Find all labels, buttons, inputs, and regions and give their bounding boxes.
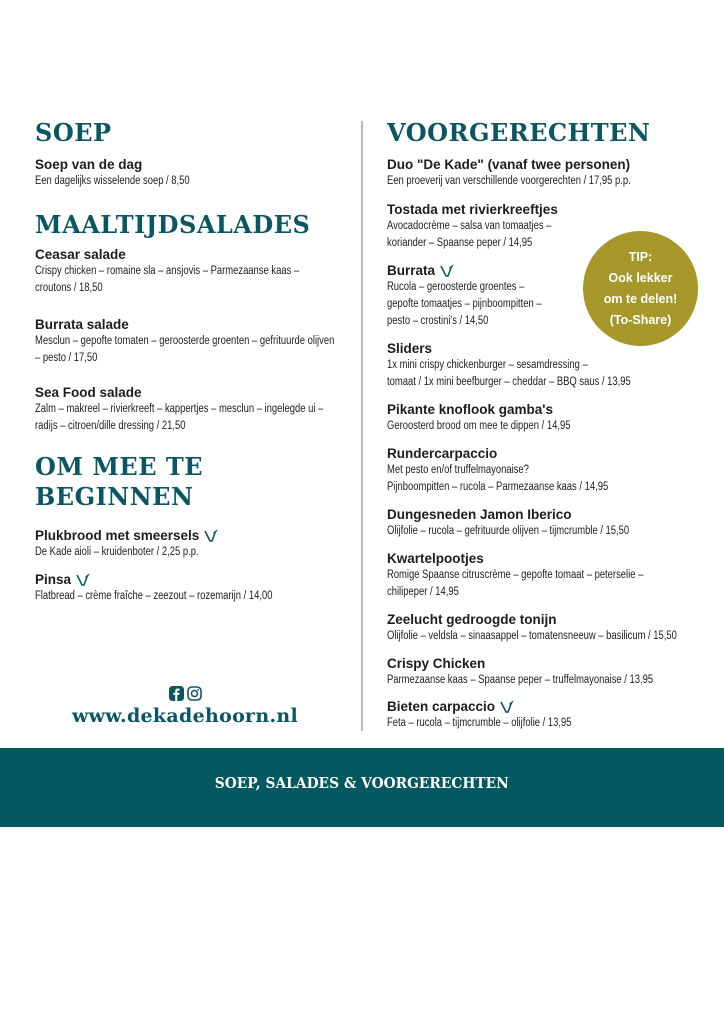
- tip-badge: [583, 231, 698, 346]
- section-title-om-mee-te-beginnen: [35, 452, 203, 512]
- section-title-soep: SOEP: [35, 118, 112, 147]
- menu-item-soep-van-de-dag: [35, 156, 335, 190]
- item-name: Sliders: [387, 341, 433, 356]
- item-name: Duo "De Kade" (vanaf twee personen): [387, 157, 631, 172]
- item-name: Zeelucht gedroogde tonijn: [387, 612, 557, 627]
- vegan-leaf-icon: [440, 264, 454, 277]
- item-description-line: Geroosterd brood om mee te dippen / 14,95: [387, 420, 571, 432]
- menu-item-sea-food-salade: [35, 384, 335, 435]
- tip-text-line: (To-Share): [609, 312, 672, 327]
- left-column: [35, 118, 335, 718]
- footer-banner: [0, 748, 724, 827]
- item-description-line: koriander – Spaanse peper / 14,95: [387, 237, 533, 249]
- item-description-line: gepofte tomaatjes – pijnboompitten –: [387, 298, 542, 310]
- item-name: Bieten carpaccio: [387, 699, 496, 714]
- website-link[interactable]: www.dekadehoorn.nl: [71, 705, 299, 727]
- item-description-line: pesto – crostini's / 14,50: [387, 315, 489, 327]
- menu-item-duo-de-kade: [387, 156, 707, 190]
- right-column: [387, 118, 707, 738]
- vegan-leaf-icon: [76, 573, 90, 586]
- menu-item-burrata-salade: [35, 316, 335, 367]
- menu-item-crispy-chicken: [387, 655, 707, 689]
- banner-title: SOEP, SALADES & VOORGERECHTEN: [214, 774, 509, 792]
- menu-item-zeelucht-tonijn: [387, 611, 707, 645]
- item-name: Ceasar salade: [35, 247, 126, 262]
- item-name: Soep van de dag: [35, 157, 143, 172]
- item-description-line: Pijnboompitten – rucola – Parmezaanse kaas / 14,95: [387, 481, 609, 493]
- menu-item-plukbrood: [35, 527, 335, 561]
- item-description: De Kade aioli – kruidenboter / 2,25 p.p.: [35, 546, 199, 558]
- item-name: Plukbrood met smeersels: [35, 528, 200, 543]
- item-description: Een proeverij van verschillende voorgerechten / 17,95 p.p.: [387, 175, 631, 187]
- section-title-voorgerechten: VOORGERECHTEN: [387, 118, 651, 147]
- section-title-line: BEGINNEN: [35, 482, 194, 511]
- menu-item-sliders: [387, 340, 707, 391]
- tip-text-line: om te delen!: [603, 291, 678, 306]
- item-description-line: Avocadocrème – salsa van tomaatjes –: [387, 220, 552, 232]
- item-description-line: Feta – rucola – tijmcrumble – olijfolie / 13,95: [387, 717, 572, 729]
- item-description: Zalm – makreel – rivierkreeft – kappertjes – mesclun – ingelegde ui – radijs – citroen/dille dressing / 21,50: [35, 403, 324, 432]
- item-name-row: [35, 527, 335, 544]
- menu-item-ceasar-salade: [35, 246, 335, 297]
- menu-item-rundercarpaccio: [387, 445, 707, 496]
- item-name: Pinsa: [35, 572, 72, 587]
- social-block: [35, 686, 335, 728]
- menu-item-pinsa: [35, 571, 335, 605]
- item-name: Burrata: [387, 263, 436, 278]
- menu-item-jamon-iberico: [387, 506, 707, 540]
- item-description: Een dagelijks wisselende soep / 8,50: [35, 175, 190, 187]
- vegan-leaf-icon: [500, 700, 514, 713]
- tip-text-line: Ook lekker: [608, 270, 673, 285]
- item-description-line: Olijfolie – rucola – gefrituurde olijven – tijmcrumble / 15,50: [387, 525, 630, 537]
- item-name: Crispy Chicken: [387, 656, 486, 671]
- item-description-line: Olijfolie – veldsla – sinaasappel – tomatensneeuw – basilicum / 15,50: [387, 630, 677, 642]
- item-name: Dungesneden Jamon Iberico: [387, 507, 572, 522]
- item-name-row: [35, 571, 335, 588]
- item-description: Crispy chicken – romaine sla – ansjovis – Parmezaanse kaas – croutons / 18,50: [35, 265, 300, 294]
- item-description-line: tomaat / 1x mini beefburger – cheddar – BBQ saus / 13,95: [387, 376, 631, 388]
- social-icons: [35, 686, 335, 701]
- column-divider: [361, 121, 363, 731]
- item-name: Tostada met rivierkreeftjes: [387, 202, 558, 217]
- menu-item-pikante-gambas: [387, 401, 707, 435]
- item-description-line: Parmezaanse kaas – Spaanse peper – truffelmayonaise / 13,95: [387, 674, 654, 686]
- tip-label: TIP:: [628, 249, 653, 264]
- item-name: Kwartelpootjes: [387, 551, 484, 566]
- instagram-icon[interactable]: [187, 686, 202, 701]
- item-name: Burrata salade: [35, 317, 129, 332]
- item-name: Rundercarpaccio: [387, 446, 498, 461]
- menu-item-bieten-carpaccio: [387, 698, 707, 732]
- item-description-line: 1x mini crispy chickenburger – sesamdressing –: [387, 359, 588, 371]
- item-description: Flatbread – crème fraîche – zeezout – rozemarijn / 14,00: [35, 590, 273, 602]
- menu-item-kwartelpootjes: [387, 550, 707, 601]
- facebook-icon[interactable]: [169, 686, 184, 701]
- section-title-maaltijdsalades: MAALTIJDSALADES: [35, 210, 311, 239]
- item-name: Sea Food salade: [35, 385, 142, 400]
- item-description-line: Rucola – geroosterde groentes –: [387, 281, 525, 293]
- item-description-line: Met pesto en/of truffelmayonaise?: [387, 464, 529, 476]
- section-title-line: OM MEE TE: [35, 452, 203, 481]
- item-name: Pikante knoflook gamba's: [387, 402, 554, 417]
- item-description-line: chilipeper / 14,95: [387, 586, 459, 598]
- item-description: Mesclun – gepofte tomaten – geroosterde groenten – gefrituurde olijven – pesto / 17,50: [35, 335, 335, 364]
- vegan-leaf-icon: [204, 529, 218, 542]
- item-name-row: [387, 698, 707, 715]
- item-description-line: Romige Spaanse citruscrème – gepofte tomaat – peterselie –: [387, 569, 644, 581]
